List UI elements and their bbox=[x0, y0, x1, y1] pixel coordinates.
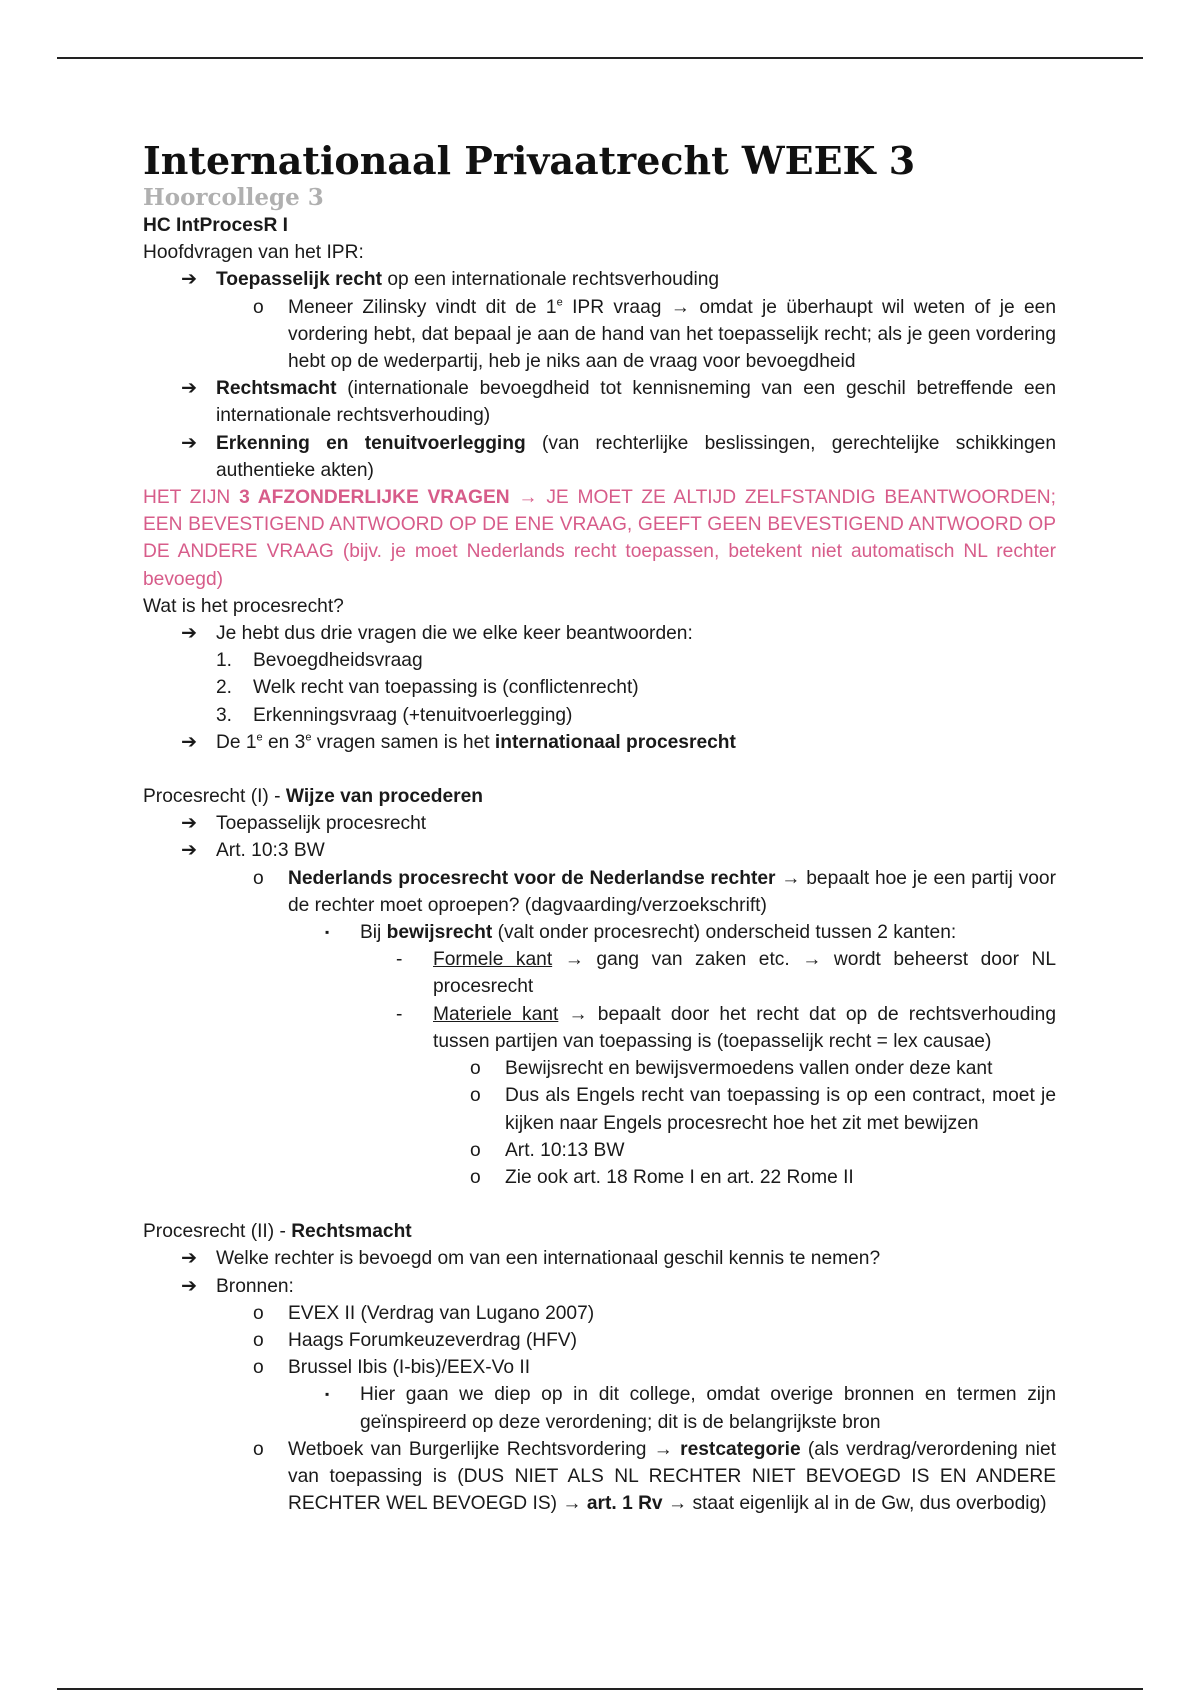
bold-term: art. 1 Rv bbox=[586, 1493, 663, 1515]
item-text: Wetboek van Burgerlijke Rechtsvordering → bbox=[288, 1438, 681, 1460]
item-text: Dus als Engels recht van toepassing is op een contract, moet je kijken naar Engels procesrecht hoe het zit met bewijzen bbox=[505, 1085, 1056, 1134]
list-item bbox=[143, 810, 1056, 837]
circle-bullet-icon: o bbox=[470, 1058, 481, 1080]
arrow-bullet-icon: ➔ bbox=[181, 378, 198, 400]
list-item bbox=[143, 1137, 1056, 1164]
numbered-item bbox=[143, 702, 1056, 729]
item-text: → bepaalt hoe je een partij voor de rechter moet oproepen? (dagvaarding/verzoekschrift) bbox=[288, 867, 1056, 916]
list-item bbox=[143, 1273, 1056, 1300]
circle-bullet-icon: o bbox=[253, 1302, 264, 1324]
list-item bbox=[143, 1082, 1056, 1136]
page-subtitle: Hoorcollege 3 bbox=[143, 184, 324, 211]
bold-term: internationaal procesrecht bbox=[494, 731, 736, 753]
list-item bbox=[143, 620, 1056, 647]
square-bullet-icon: ▪ bbox=[325, 925, 330, 940]
circle-bullet-icon: o bbox=[253, 867, 264, 889]
circle-bullet-icon: o bbox=[470, 1139, 481, 1161]
list-item bbox=[143, 1354, 1056, 1381]
underlined-term: Formele kant bbox=[433, 949, 553, 971]
item-text: EVEX II (Verdrag van Lugano 2007) bbox=[288, 1302, 595, 1324]
numbered-item bbox=[143, 674, 1056, 701]
list-item bbox=[143, 1245, 1056, 1272]
section-heading-1 bbox=[143, 783, 1056, 810]
warning-emphasis: 3 AFZONDERLIJKE VRAGEN bbox=[239, 487, 510, 509]
item-text: De 1 bbox=[216, 731, 257, 753]
item-text: (van rechterlijke beslissingen, gerechtelijke schikkingen authentieke akten) bbox=[216, 432, 1056, 481]
number-marker: 1. bbox=[216, 650, 233, 672]
number-marker: 3. bbox=[216, 704, 233, 726]
item-text: IPR vraag → omdat je überhaupt wil weten of je een vordering hebt, dat bepaal je aan de hand van het toepasselijk recht; als je geen vordering hebt op de wederpartij, heb je niks aan de vraag voor bevoegdheid bbox=[288, 296, 1057, 373]
item-text: vragen samen is het bbox=[311, 731, 495, 753]
item-text: Art. 10:13 BW bbox=[505, 1139, 625, 1161]
item-text: (als verdrag/verordening niet van toepassing is (DUS NIET ALS NL RECHTER NIET BEVOEGD IS EN ANDERE RECHTER WEL BEVOEGD IS) → bbox=[288, 1438, 1056, 1515]
item-text: → gang van zaken etc. → wordt beheerst door NL procesrecht bbox=[433, 949, 1057, 998]
bold-term: bewijsrecht bbox=[386, 922, 493, 944]
list-item bbox=[143, 865, 1056, 919]
item-text: en 3 bbox=[262, 731, 306, 753]
numbered-item bbox=[143, 647, 1056, 674]
heading-prefix: Procesrecht (II) - bbox=[143, 1221, 292, 1243]
list-item bbox=[143, 375, 1056, 429]
list-item bbox=[143, 1001, 1056, 1055]
item-text: Bevoegdheidsvraag bbox=[253, 650, 423, 672]
item-text: (valt onder procesrecht) onderscheid tussen 2 kanten: bbox=[492, 922, 957, 944]
list-item bbox=[143, 1436, 1056, 1518]
arrow-bullet-icon: ➔ bbox=[181, 432, 198, 454]
item-text: (internationale bevoegdheid tot kennisneming van een geschil betreffende een internationale rechtsverhouding) bbox=[216, 378, 1056, 427]
arrow-bullet-icon: ➔ bbox=[181, 731, 198, 753]
list-item bbox=[143, 266, 1056, 293]
arrow-bullet-icon: ➔ bbox=[181, 1248, 198, 1270]
dash-bullet-icon: - bbox=[396, 1003, 403, 1025]
list-item bbox=[143, 430, 1056, 484]
item-text: Bewijsrecht en bewijsvermoedens vallen onder deze kant bbox=[505, 1058, 993, 1080]
list-item bbox=[143, 1055, 1056, 1082]
dash-bullet-icon: - bbox=[396, 949, 403, 971]
item-text: Toepasselijk procesrecht bbox=[216, 813, 427, 835]
item-text: Je hebt dus drie vragen die we elke keer beantwoorden: bbox=[216, 623, 693, 645]
list-item bbox=[143, 294, 1056, 376]
warning-part: → JE MOET ZE ALTIJD ZELFSTANDIG BEANTWOORDEN; EEN BEVESTIGEND ANTWOORD OP DE ENE VRAAG, GEEFT GEEN BEVESTIGEND ANTWOORD OP DE ANDERE VRAAG (bijv. je moet Nederlands recht toepassen, betekent niet automatisch NL rechter bevoegd) bbox=[143, 487, 1056, 590]
item-text: Meneer Zilinsky vindt dit de 1 bbox=[288, 296, 557, 318]
list-item bbox=[143, 919, 1056, 946]
item-text: Erkenningsvraag (+tenuitvoerlegging) bbox=[253, 704, 573, 726]
bold-term: restcategorie bbox=[680, 1438, 801, 1460]
heading-term: Rechtsmacht bbox=[291, 1221, 412, 1243]
arrow-bullet-icon: ➔ bbox=[181, 269, 198, 291]
document-body bbox=[143, 138, 1056, 1517]
item-text: Bij bbox=[360, 922, 387, 944]
underlined-term: Materiele kant bbox=[433, 1003, 559, 1025]
arrow-bullet-icon: ➔ bbox=[181, 840, 198, 862]
item-text: Welk recht van toepassing is (conflictenrecht) bbox=[253, 677, 639, 699]
superscript: e bbox=[256, 731, 263, 744]
square-bullet-icon: ▪ bbox=[325, 1387, 330, 1402]
item-text: Bronnen: bbox=[216, 1275, 294, 1297]
item-text: Welke rechter is bevoegd om van een internationaal geschil kennis te nemen? bbox=[216, 1248, 881, 1270]
number-marker: 2. bbox=[216, 677, 233, 699]
list-item bbox=[143, 837, 1056, 864]
arrow-bullet-icon: ➔ bbox=[181, 623, 198, 645]
question-text: Wat is het procesrecht? bbox=[143, 595, 344, 617]
circle-bullet-icon: o bbox=[253, 1329, 264, 1351]
circle-bullet-icon: o bbox=[470, 1085, 481, 1107]
warning-text bbox=[143, 484, 1056, 593]
superscript: e bbox=[556, 296, 563, 309]
intro-text: Hoofdvragen van het IPR: bbox=[143, 242, 364, 264]
item-text: → staat eigenlijk al in de Gw, dus overbodig) bbox=[662, 1493, 1047, 1515]
item-text: Zie ook art. 18 Rome I en art. 22 Rome II bbox=[505, 1166, 854, 1188]
page-title: Internationaal Privaatrecht WEEK 3 bbox=[143, 138, 916, 183]
bold-term: Nederlands procesrecht voor de Nederlandse rechter bbox=[288, 867, 776, 889]
section-heading: HC IntProcesR I bbox=[143, 215, 289, 236]
superscript: e bbox=[305, 731, 312, 744]
list-item bbox=[143, 1164, 1056, 1191]
circle-bullet-icon: o bbox=[253, 1438, 264, 1460]
item-text: → bepaalt door het recht dat op de rechtsverhouding tussen partijen van toepassing is (toepasselijk recht = lex causae) bbox=[433, 1003, 1056, 1052]
bold-term: Rechtsmacht bbox=[216, 378, 337, 400]
list-item bbox=[143, 1381, 1056, 1435]
circle-bullet-icon: o bbox=[253, 296, 264, 318]
bold-term: Toepasselijk recht bbox=[216, 269, 383, 291]
bold-term: Erkenning en tenuitvoerlegging bbox=[216, 432, 526, 454]
item-text: Haags Forumkeuzeverdrag (HFV) bbox=[288, 1329, 577, 1351]
list-item bbox=[143, 1327, 1056, 1354]
list-item bbox=[143, 1300, 1056, 1327]
item-text: Brussel Ibis (I-bis)/EEX-Vo II bbox=[288, 1357, 531, 1379]
arrow-bullet-icon: ➔ bbox=[181, 1275, 198, 1297]
warning-part: HET ZIJN bbox=[143, 487, 240, 509]
top-rule bbox=[57, 57, 1143, 59]
item-text: Hier gaan we diep op in dit college, omdat overige bronnen en termen zijn geïnspireerd op deze verordening; dit is de belangrijkste bron bbox=[360, 1384, 1056, 1433]
arrow-bullet-icon: ➔ bbox=[181, 813, 198, 835]
list-item bbox=[143, 729, 1056, 756]
heading-term: Wijze van procederen bbox=[285, 786, 483, 808]
heading-prefix: Procesrecht (I) - bbox=[143, 786, 286, 808]
section-heading-2 bbox=[143, 1218, 1056, 1245]
item-text: Art. 10:3 BW bbox=[216, 840, 325, 862]
item-text: op een internationale rechtsverhouding bbox=[382, 269, 720, 291]
circle-bullet-icon: o bbox=[253, 1357, 264, 1379]
circle-bullet-icon: o bbox=[470, 1166, 481, 1188]
list-item bbox=[143, 946, 1056, 1000]
bottom-rule bbox=[57, 1688, 1143, 1690]
